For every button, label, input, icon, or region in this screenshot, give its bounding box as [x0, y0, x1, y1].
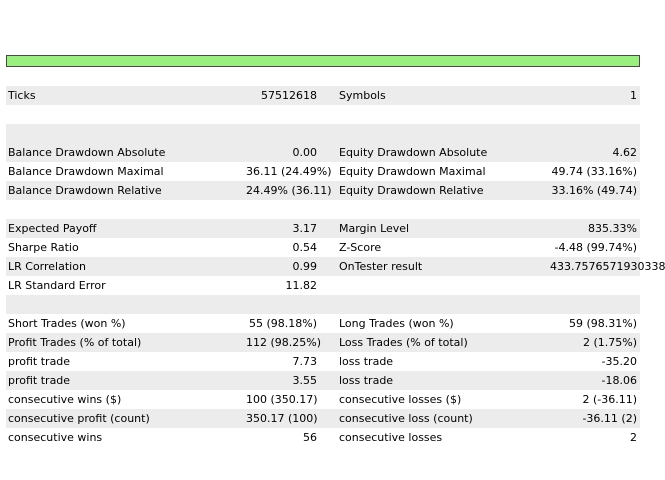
right-value: 433.7576571930338 [550, 260, 665, 273]
left-label: Balance Drawdown Absolute [8, 146, 166, 159]
left-label: profit trade [8, 355, 71, 368]
right-label: consecutive losses [339, 431, 443, 444]
column-gap [317, 428, 333, 447]
right-value: -18.06 [601, 374, 637, 387]
right-value: 33.16% (49.74) [551, 184, 637, 197]
left-label: Ticks [8, 89, 36, 102]
table-row [6, 333, 640, 352]
table-row [6, 352, 640, 371]
left-value: 0.00 [292, 146, 317, 159]
table-row [6, 428, 640, 447]
spacer-row [6, 200, 640, 219]
column-gap [317, 314, 333, 333]
right-label: Long Trades (won %) [339, 317, 454, 330]
column-gap [317, 333, 333, 352]
table-row [6, 314, 640, 333]
right-label: OnTester result [339, 260, 423, 273]
column-gap [317, 219, 333, 238]
right-label: Equity Drawdown Relative [339, 184, 484, 197]
column-gap [317, 276, 333, 295]
left-value: 57512618 [261, 89, 317, 102]
left-value: 3.55 [292, 374, 317, 387]
column-gap [317, 257, 333, 276]
left-label: Sharpe Ratio [8, 241, 79, 254]
right-value: -36.11 (2) [582, 412, 637, 425]
right-value: 2 (1.75%) [582, 336, 637, 349]
column-gap [317, 409, 333, 428]
left-value: 3.17 [292, 222, 317, 235]
column-gap [317, 352, 333, 371]
left-value: 7.73 [292, 355, 317, 368]
left-value: 350.17 (100) [246, 412, 318, 425]
strategy-tester-report [6, 55, 665, 447]
left-label: consecutive wins [8, 431, 103, 444]
right-label: loss trade [339, 355, 394, 368]
table-row [6, 390, 640, 409]
left-label: Balance Drawdown Relative [8, 184, 162, 197]
left-label: Expected Payoff [8, 222, 97, 235]
report-rows [6, 67, 665, 447]
left-value: 0.99 [292, 260, 317, 273]
right-value: 59 (98.31%) [568, 317, 637, 330]
column-gap [317, 162, 333, 181]
right-value: -4.48 (99.74%) [554, 241, 637, 254]
right-value: 2 [630, 431, 637, 444]
right-value: 49.74 (33.16%) [551, 165, 637, 178]
column-gap [317, 86, 333, 105]
right-label: Margin Level [339, 222, 410, 235]
right-value: -35.20 [601, 355, 637, 368]
right-value: 4.62 [612, 146, 637, 159]
table-row [6, 257, 665, 276]
left-value: 56 [303, 431, 317, 444]
left-label: consecutive profit (count) [8, 412, 150, 425]
left-label: consecutive wins ($) [8, 393, 122, 406]
spacer-row [6, 124, 640, 143]
table-row [6, 162, 640, 181]
table-row [6, 409, 640, 428]
left-value: 36.11 (24.49%) [246, 165, 332, 178]
table-row [6, 181, 640, 200]
left-label: LR Standard Error [8, 279, 106, 292]
column-gap [317, 390, 333, 409]
spacer-row [6, 67, 640, 86]
column-gap [317, 238, 333, 257]
right-label: Equity Drawdown Absolute [339, 146, 488, 159]
left-value: 100 (350.17) [246, 393, 318, 406]
column-gap [317, 371, 333, 390]
right-label: Z-Score [339, 241, 382, 254]
left-value: 0.54 [292, 241, 317, 254]
left-label: LR Correlation [8, 260, 86, 273]
table-row [6, 276, 640, 295]
left-value: 55 (98.18%) [248, 317, 317, 330]
report-header-bar [6, 55, 640, 67]
left-label: Profit Trades (% of total) [8, 336, 142, 349]
left-label: Short Trades (won %) [8, 317, 126, 330]
left-label: Balance Drawdown Maximal [8, 165, 164, 178]
table-row [6, 143, 640, 162]
left-value: 11.82 [285, 279, 317, 292]
right-value [550, 276, 638, 295]
right-label: loss trade [339, 374, 394, 387]
right-value: 2 (-36.11) [582, 393, 637, 406]
right-value: 1 [630, 89, 637, 102]
right-label: consecutive loss (count) [339, 412, 473, 425]
right-label: Symbols [339, 89, 386, 102]
table-row [6, 371, 640, 390]
left-value: 112 (98.25%) [246, 336, 322, 349]
right-label: consecutive losses ($) [339, 393, 462, 406]
table-row [6, 238, 640, 257]
spacer-row [6, 105, 640, 124]
column-gap [317, 181, 333, 200]
right-label [333, 276, 550, 295]
table-row [6, 219, 640, 238]
column-gap [317, 143, 333, 162]
left-value: 24.49% (36.11) [246, 184, 332, 197]
right-value: 835.33% [588, 222, 637, 235]
left-label: profit trade [8, 374, 71, 387]
table-row [6, 86, 640, 105]
spacer-row [6, 295, 640, 314]
right-label: Equity Drawdown Maximal [339, 165, 486, 178]
right-label: Loss Trades (% of total) [339, 336, 468, 349]
